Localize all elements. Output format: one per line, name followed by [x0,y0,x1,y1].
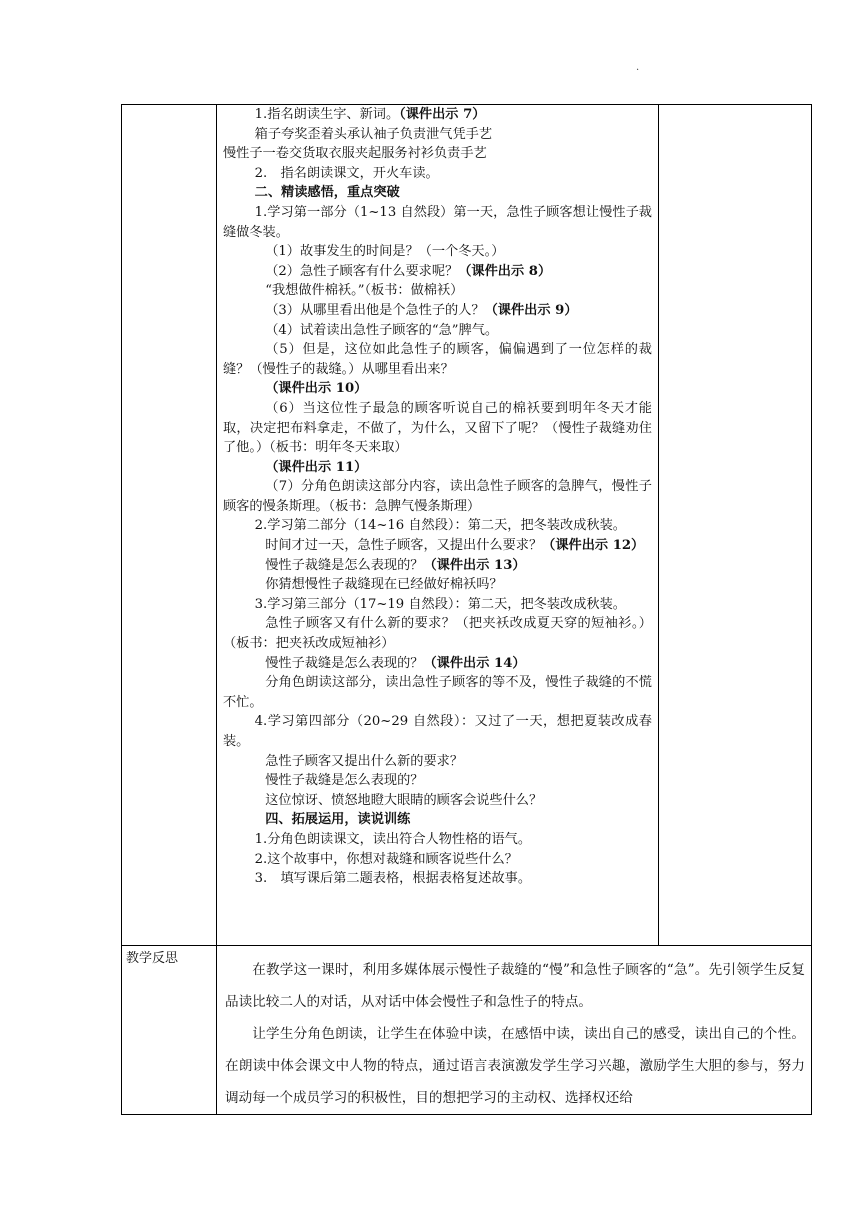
lesson-line-text: 2. 指名朗读课文，开火车读。 [254,165,439,181]
lesson-line-highlight: （课件出示 7） [399,107,486,122]
lesson-line [223,595,652,615]
reflection-label-cell [122,946,217,1115]
lesson-line-text: 分角色朗读这部分，读出急性子顾客的等不及，慢性子裁缝的不慌不忙。 [223,675,652,710]
lesson-line [223,516,652,536]
lesson-line-text: 急性子顾客又有什么新的要求？（把夹袄改成夏天穿的短袖衫。）（板书：把夹袄改成短袖衫） [223,616,652,652]
lesson-line [223,379,652,399]
reflection-content [217,946,811,1114]
lesson-line [223,771,652,791]
lesson-line [223,262,652,282]
lesson-line [223,281,652,301]
lesson-line [223,458,652,478]
lesson-line-text: 慢性子裁缝是怎么表现的？ [265,773,424,789]
lesson-line-text: “我想做件棉袄。”（板书：做棉袄） [265,283,464,299]
lesson-line-text: 3.学习第三部分（17~19 自然段）：第二天，把冬装改成秋装。 [254,596,626,612]
reflection-content-cell [217,946,812,1115]
teaching-process-content [217,105,658,889]
lesson-line-text: 这位惊讶、愤怒地瞪大眼睛的顾客会说些什么？ [265,792,543,808]
lesson-line [223,850,652,870]
lesson-line [223,556,652,576]
lesson-line [223,164,652,184]
lesson-line [223,791,652,811]
lesson-line [223,340,652,379]
lesson-line [223,536,652,556]
lesson-line-text: （5）但是，这位如此急性子的顾客，偏偏遇到了一位怎样的裁缝？（慢性子的裁缝。）从哪里看出来？ [223,342,652,377]
lesson-line-text: 2.学习第二部分（14~16 自然段）：第二天，把冬装改成秋装。 [254,518,626,534]
empty-label-cell [122,105,217,946]
lesson-line [223,712,652,751]
lesson-line-highlight: （课件出示 10） [265,381,368,397]
lesson-line [223,183,652,203]
reflection-label: 教学反思 [126,951,179,966]
lesson-line-highlight: （课件出示 12） [542,538,645,554]
lesson-line-text: 1.学习第一部分（1~13 自然段）第一天，急性子顾客想让慢性子裁缝做冬装。 [223,204,652,240]
lesson-line-text: 1.分角色朗读课文，读出符合人物性格的语气。 [254,831,532,847]
lesson-line [223,399,652,458]
lesson-line [223,810,652,830]
lesson-line-highlight: （课件出示 14） [423,655,526,671]
lesson-line-text: 时间才过一天，急性子顾客，又提出什么要求？ [265,538,543,554]
lesson-line [223,125,652,145]
lesson-line [223,242,652,262]
lesson-line-highlight: 二、精读感悟，重点突破 [254,185,400,201]
lesson-line-text: 急性子顾客又提出什么新的要求？ [265,753,464,769]
lesson-line-text: 1.指名朗读生字、新词。 [254,107,400,122]
lesson-line-text: 慢性子裁缝是怎么表现的？ [265,557,424,573]
lesson-line [223,830,652,850]
lesson-line [223,673,652,712]
lesson-line-highlight: （课件出示 11） [265,459,368,475]
lesson-line-text: （1）故事发生的时间是？（一个冬天。） [265,244,505,260]
lesson-line [223,301,652,321]
notes-cell [659,105,812,946]
lesson-line-highlight: （课件出示 13） [423,557,526,573]
teaching-process-row [122,105,812,946]
lesson-line [223,105,652,125]
lesson-line [223,614,652,653]
lesson-line-text: （4）试着读出急性子顾客的“急”脾气。 [265,322,499,338]
lesson-line-text: 2.这个故事中，你想对裁缝和顾客说些什么？ [254,851,518,867]
lesson-line-text: （2）急性子顾客有什么要求呢？ [265,263,459,279]
lesson-line-highlight: 四、拓展运用，读说训练 [265,812,411,828]
reflection-paragraph: 在教学这一课时，利用多媒体展示慢性子裁缝的“慢”和急性子顾客的“急”。先引领学生反复品读比较二人的对话，从对话中体会慢性子和急性子的特点。 [225,962,805,1010]
teaching-process-cell [217,105,659,946]
lesson-line [223,869,652,889]
lesson-line [223,203,652,242]
lesson-line [223,575,652,595]
lesson-line-highlight: （课件出示 8） [458,263,552,279]
lesson-line-text: （6）当这位性子最急的顾客听说自己的棉袄要到明年冬天才能取，决定把布料拿走，不做了，为什么，又留下了呢？（慢性子裁缝劝住了他。）（板书：明年冬天来取） [223,400,652,456]
lesson-line-text: （3）从哪里看出他是个急性子的人？ [265,302,485,318]
lesson-line-text: 4.学习第四部分（20~29 自然段）：又过了一天，想把夏装改成春装。 [223,714,652,749]
reflection-paragraph: 让学生分角色朗读，让学生在体验中读，在感悟中读，读出自己的感受，读出自己的个性。在朗读中体会课文中人物的特点，通过语言表演激发学生学习兴趣，激励学生大胆的参与，努力调动每一个成员学习的积极性，目的想把学习的主动权、选择权还给 [225,1026,805,1106]
lesson-line-text: 箱子夸奖歪着头承认袖子负责泄气凭手艺 [254,126,493,142]
lesson-line [223,144,652,164]
reflection-row [122,946,812,1115]
lesson-line-text: 3. 填写课后第二题表格，根据表格复述故事。 [254,871,532,887]
lesson-line-text: 慢性子裁缝是怎么表现的？ [265,655,424,671]
lesson-line [223,321,652,341]
lesson-line-text: 慢性子一卷交货取衣服夹起服务衬衫负责手艺 [223,146,487,162]
lesson-line-highlight: （课件出示 9） [484,302,578,318]
lesson-line [223,477,652,516]
lesson-line-text: （7）分角色朗读这部分内容，读出急性子顾客的急脾气，慢性子顾客的慢条斯理。（板书：急脾气慢条斯理） [223,479,652,514]
lesson-plan-table [121,104,812,1115]
page-mark: . [636,62,640,73]
lesson-line [223,752,652,772]
lesson-line [223,654,652,674]
lesson-line-text: 你猜想慢性子裁缝现在已经做好棉袄吗？ [265,577,503,593]
